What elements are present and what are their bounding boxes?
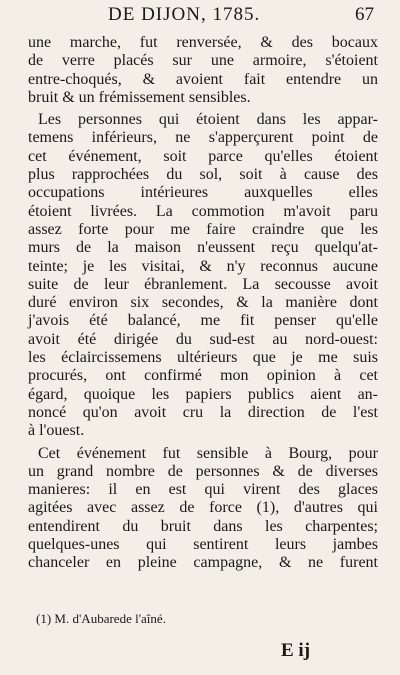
text-line: entre-choqués, & avoient fait entendre un <box>28 70 378 88</box>
page-number: 67 <box>355 4 374 25</box>
text-line: un grand nombre de personnes & de diverses <box>28 462 378 480</box>
text-line: quelques-unes qui sentirent leurs jambes <box>28 536 378 554</box>
text-line: bruit & un frémissement sensibles. <box>28 88 251 106</box>
text-line: temens inférieurs, ne s'apperçurent point de <box>28 129 378 147</box>
text-line: manieres: il en est qui virent des glaces <box>28 481 378 499</box>
text-line: procurés, ont confirmé mon opinion à cet <box>28 367 378 385</box>
text-line: une marche, fut renversée, & des bocaux <box>28 34 378 51</box>
text-line: à l'ouest. <box>28 422 85 440</box>
text-line: les éclaircissemens ultérieurs que je me suis <box>28 349 378 367</box>
text-line: agitées avec assez de force (1), d'autres qui <box>28 499 378 517</box>
text-line: Les personnes qui étoient dans les appar- <box>38 111 378 129</box>
body-text <box>28 34 378 573</box>
text-line: assez forte pour me faire craindre que les <box>28 220 378 238</box>
page-header <box>0 4 400 26</box>
text-line: teinte; je les visitai, & n'y reconnus aucune <box>28 257 378 275</box>
text-line: de verre placés sur une armoire, s'étoient <box>28 52 378 70</box>
text-line: entendirent du bruit dans les charpentes; <box>28 517 378 535</box>
footnote: (1) M. d'Aubarede l'aîné. <box>36 611 166 626</box>
text-line: duré environ six secondes, & la manière dont <box>28 294 378 312</box>
text-line: suite de leur ébranlement. La secousse avoit <box>28 275 378 293</box>
text-line: plus rapprochées du sol, soit à cause des <box>28 166 378 184</box>
text-line: murs de la maison n'eussent reçu quelqu'at- <box>28 239 378 257</box>
running-head: DE DIJON, 1785. <box>108 4 261 25</box>
text-line: cet événement, soit parce qu'elles étoient <box>28 147 378 165</box>
text-line: Cet événement fut sensible à Bourg, pour <box>38 444 378 462</box>
text-line: avoit été dirigée du sud-est au nord-ouest: <box>28 330 378 348</box>
text-line: étoient livrées. La commotion m'avoit paru <box>28 202 378 220</box>
text-line: occupations intérieures auxquelles elles <box>28 184 378 202</box>
text-line: égard, quoique les papiers publics aient an- <box>28 385 378 403</box>
text-line: noncé qu'on avoit cru la direction de l'est <box>28 403 378 421</box>
text-line: chanceler en pleine campagne, & ne furent <box>28 554 378 572</box>
signature-mark: E ij <box>281 640 311 661</box>
text-line: j'avois été balancé, me fit penser qu'elle <box>28 312 378 330</box>
